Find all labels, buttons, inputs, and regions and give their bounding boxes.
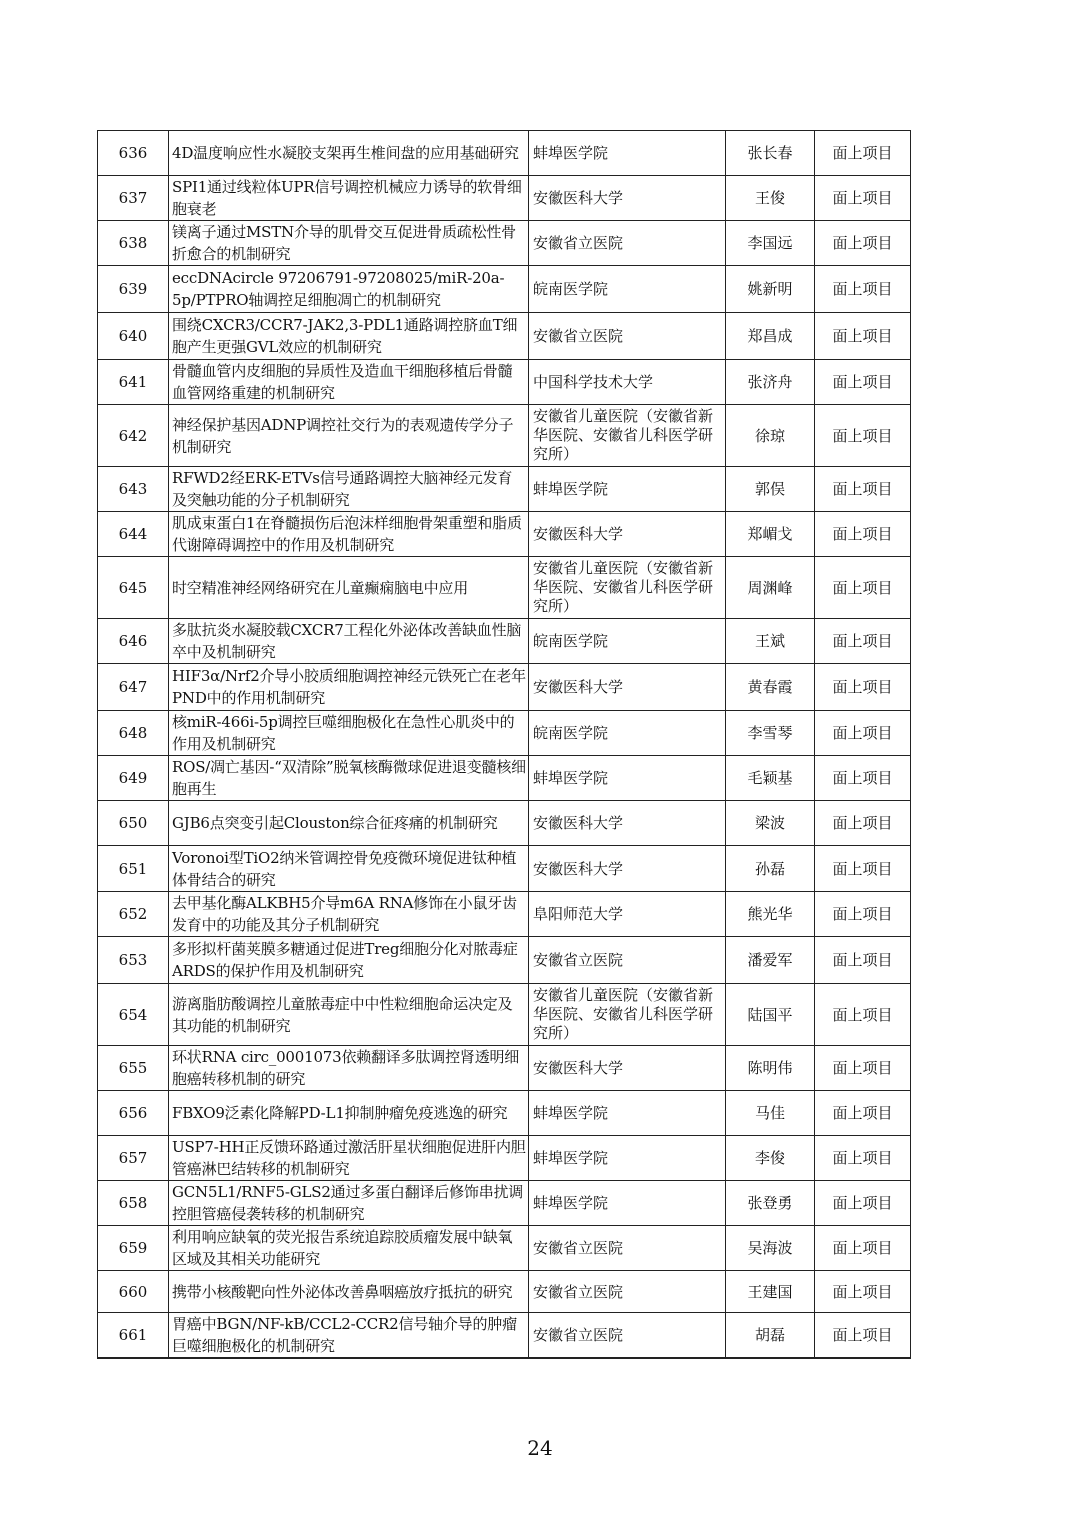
project-category-cell: 面上项目 (815, 664, 911, 711)
project-title-cell: 时空精准神经网络研究在儿童癫痫脑电中应用 (169, 557, 529, 619)
institution-cell: 蚌埠医学院 (529, 1091, 726, 1136)
principal-investigator-cell: 梁波 (726, 801, 815, 846)
project-number-cell: 643 (98, 467, 169, 512)
table-row (98, 1313, 911, 1359)
project-number-cell: 649 (98, 756, 169, 801)
project-number-cell: 654 (98, 984, 169, 1046)
institution-cell: 安徽医科大学 (529, 801, 726, 846)
project-category-cell: 面上项目 (815, 221, 911, 266)
project-title-cell: RFWD2经ERK-ETVs信号通路调控大脑神经元发育及突触功能的分子机制研究 (169, 467, 529, 512)
project-category-cell: 面上项目 (815, 801, 911, 846)
institution-cell: 阜阳师范大学 (529, 892, 726, 937)
institution-cell: 蚌埠医学院 (529, 756, 726, 801)
principal-investigator-cell: 郑昌成 (726, 313, 815, 360)
project-number-cell: 653 (98, 937, 169, 984)
table-row (98, 1181, 911, 1226)
table-row (98, 405, 911, 467)
institution-cell: 蚌埠医学院 (529, 1181, 726, 1226)
table-row (98, 176, 911, 221)
project-number-cell: 639 (98, 266, 169, 313)
principal-investigator-cell: 张济舟 (726, 360, 815, 405)
project-number-cell: 646 (98, 619, 169, 664)
institution-cell: 安徽医科大学 (529, 846, 726, 892)
project-title-cell: 环状RNA circ_0001073依赖翻译多肽调控肾透明细胞癌转移机制的研究 (169, 1046, 529, 1091)
project-title-cell: 围绕CXCR3/CCR7-JAK2,3-PDL1通路调控脐血T细胞产生更强GVL效应的机制研究 (169, 313, 529, 360)
project-category-cell: 面上项目 (815, 1313, 911, 1359)
table-row (98, 801, 911, 846)
project-title-cell: 4D温度响应性水凝胶支架再生椎间盘的应用基础研究 (169, 131, 529, 176)
institution-cell: 安徽省儿童医院（安徽省新华医院、安徽省儿科医学研究所） (529, 984, 726, 1046)
project-title-cell: 胃癌中BGN/NF-kB/CCL2-CCR2信号轴介导的肿瘤巨噬细胞极化的机制研究 (169, 1313, 529, 1359)
project-category-cell: 面上项目 (815, 619, 911, 664)
project-category-cell: 面上项目 (815, 892, 911, 937)
project-category-cell: 面上项目 (815, 467, 911, 512)
project-title-cell: USP7-HH正反馈环路通过激活肝星状细胞促进肝内胆管癌淋巴结转移的机制研究 (169, 1136, 529, 1181)
project-title-cell: 肌成束蛋白1在脊髓损伤后泡沫样细胞骨架重塑和脂质代谢障碍调控中的作用及机制研究 (169, 512, 529, 557)
project-number-cell: 651 (98, 846, 169, 892)
project-category-cell: 面上项目 (815, 1226, 911, 1271)
principal-investigator-cell: 熊光华 (726, 892, 815, 937)
project-title-cell: HIF3α/Nrf2介导小胶质细胞调控神经元铁死亡在老年PND中的作用机制研究 (169, 664, 529, 711)
project-number-cell: 640 (98, 313, 169, 360)
project-category-cell: 面上项目 (815, 313, 911, 360)
principal-investigator-cell: 胡磊 (726, 1313, 815, 1359)
institution-cell: 安徽医科大学 (529, 664, 726, 711)
project-title-cell: eccDNAcircle 97206791-97208025/miR-20a-5p/PTPRO轴调控足细胞凋亡的机制研究 (169, 266, 529, 313)
project-title-cell: GCN5L1/RNF5-GLS2通过多蛋白翻译后修饰串扰调控胆管癌侵袭转移的机制研究 (169, 1181, 529, 1226)
project-number-cell: 636 (98, 131, 169, 176)
project-number-cell: 645 (98, 557, 169, 619)
institution-cell: 中国科学技术大学 (529, 360, 726, 405)
project-number-cell: 642 (98, 405, 169, 467)
project-title-cell: 多肽抗炎水凝胶载CXCR7工程化外泌体改善缺血性脑卒中及机制研究 (169, 619, 529, 664)
project-number-cell: 637 (98, 176, 169, 221)
institution-cell: 安徽省儿童医院（安徽省新华医院、安徽省儿科医学研究所） (529, 557, 726, 619)
project-category-cell: 面上项目 (815, 1181, 911, 1226)
principal-investigator-cell: 郭俣 (726, 467, 815, 512)
project-category-cell: 面上项目 (815, 756, 911, 801)
project-title-cell: FBXO9泛素化降解PD-L1抑制肿瘤免疫逃逸的研究 (169, 1091, 529, 1136)
project-number-cell: 656 (98, 1091, 169, 1136)
principal-investigator-cell: 张登勇 (726, 1181, 815, 1226)
principal-investigator-cell: 王俊 (726, 176, 815, 221)
project-category-cell: 面上项目 (815, 176, 911, 221)
project-number-cell: 652 (98, 892, 169, 937)
institution-cell: 安徽省立医院 (529, 937, 726, 984)
principal-investigator-cell: 郑嵋戈 (726, 512, 815, 557)
project-category-cell: 面上项目 (815, 266, 911, 313)
institution-cell: 安徽医科大学 (529, 1046, 726, 1091)
table-row (98, 221, 911, 266)
principal-investigator-cell: 马佳 (726, 1091, 815, 1136)
table-body (98, 131, 911, 1359)
project-title-cell: 镁离子通过MSTN介导的肌骨交互促进骨质疏松性骨折愈合的机制研究 (169, 221, 529, 266)
project-category-cell: 面上项目 (815, 711, 911, 756)
institution-cell: 皖南医学院 (529, 619, 726, 664)
institution-cell: 安徽省立医院 (529, 1226, 726, 1271)
principal-investigator-cell: 陆国平 (726, 984, 815, 1046)
table-row (98, 1091, 911, 1136)
project-category-cell: 面上项目 (815, 557, 911, 619)
table-row (98, 664, 911, 711)
institution-cell: 蚌埠医学院 (529, 1136, 726, 1181)
project-category-cell: 面上项目 (815, 846, 911, 892)
project-category-cell: 面上项目 (815, 512, 911, 557)
project-table (97, 130, 911, 1359)
project-category-cell: 面上项目 (815, 1271, 911, 1313)
institution-cell: 安徽省立医院 (529, 313, 726, 360)
institution-cell: 安徽省立医院 (529, 221, 726, 266)
project-number-cell: 661 (98, 1313, 169, 1359)
institution-cell: 安徽省儿童医院（安徽省新华医院、安徽省儿科医学研究所） (529, 405, 726, 467)
table-row (98, 984, 911, 1046)
principal-investigator-cell: 姚新明 (726, 266, 815, 313)
table-row (98, 1046, 911, 1091)
institution-cell: 安徽省立医院 (529, 1271, 726, 1313)
table-row (98, 756, 911, 801)
project-title-cell: 利用响应缺氧的荧光报告系统追踪胶质瘤发展中缺氧区域及其相关功能研究 (169, 1226, 529, 1271)
table-row (98, 512, 911, 557)
project-category-cell: 面上项目 (815, 405, 911, 467)
principal-investigator-cell: 潘爱军 (726, 937, 815, 984)
project-title-cell: 核miR-466i-5p调控巨噬细胞极化在急性心肌炎中的作用及机制研究 (169, 711, 529, 756)
table-row (98, 313, 911, 360)
table-row (98, 711, 911, 756)
principal-investigator-cell: 李雪琴 (726, 711, 815, 756)
institution-cell: 皖南医学院 (529, 711, 726, 756)
project-number-cell: 644 (98, 512, 169, 557)
project-category-cell: 面上项目 (815, 1091, 911, 1136)
project-number-cell: 659 (98, 1226, 169, 1271)
principal-investigator-cell: 徐琼 (726, 405, 815, 467)
project-number-cell: 655 (98, 1046, 169, 1091)
project-number-cell: 648 (98, 711, 169, 756)
project-category-cell: 面上项目 (815, 937, 911, 984)
table-row (98, 266, 911, 313)
project-title-cell: 神经保护基因ADNP调控社交行为的表观遗传学分子机制研究 (169, 405, 529, 467)
principal-investigator-cell: 周渊峰 (726, 557, 815, 619)
project-number-cell: 638 (98, 221, 169, 266)
project-title-cell: 骨髓血管内皮细胞的异质性及造血干细胞移植后骨髓血管网络重建的机制研究 (169, 360, 529, 405)
institution-cell: 皖南医学院 (529, 266, 726, 313)
project-category-cell: 面上项目 (815, 1136, 911, 1181)
table-row (98, 360, 911, 405)
project-number-cell: 650 (98, 801, 169, 846)
principal-investigator-cell: 吴海波 (726, 1226, 815, 1271)
project-number-cell: 647 (98, 664, 169, 711)
project-title-cell: Voronoi型TiO2纳米管调控骨免疫微环境促进钛种植体骨结合的研究 (169, 846, 529, 892)
table-row (98, 467, 911, 512)
table-row (98, 1136, 911, 1181)
table-row (98, 1271, 911, 1313)
table-row (98, 846, 911, 892)
project-title-cell: 携带小核酸靶向性外泌体改善鼻咽癌放疗抵抗的研究 (169, 1271, 529, 1313)
table-row (98, 937, 911, 984)
principal-investigator-cell: 孙磊 (726, 846, 815, 892)
institution-cell: 安徽医科大学 (529, 176, 726, 221)
page-number: 24 (527, 1436, 553, 1460)
principal-investigator-cell: 李俊 (726, 1136, 815, 1181)
principal-investigator-cell: 李国远 (726, 221, 815, 266)
institution-cell: 安徽省立医院 (529, 1313, 726, 1359)
table-row (98, 557, 911, 619)
project-title-cell: 去甲基化酶ALKBH5介导m6A RNA修饰在小鼠牙齿发育中的功能及其分子机制研究 (169, 892, 529, 937)
principal-investigator-cell: 毛颖基 (726, 756, 815, 801)
table-row (98, 619, 911, 664)
principal-investigator-cell: 黄春霞 (726, 664, 815, 711)
project-title-cell: 游离脂肪酸调控儿童脓毒症中中性粒细胞命运决定及其功能的机制研究 (169, 984, 529, 1046)
project-number-cell: 658 (98, 1181, 169, 1226)
project-title-cell: 多形拟杆菌荚膜多糖通过促进Treg细胞分化对脓毒症ARDS的保护作用及机制研究 (169, 937, 529, 984)
table-row (98, 131, 911, 176)
principal-investigator-cell: 王斌 (726, 619, 815, 664)
project-number-cell: 641 (98, 360, 169, 405)
table-row (98, 1226, 911, 1271)
project-category-cell: 面上项目 (815, 131, 911, 176)
institution-cell: 蚌埠医学院 (529, 131, 726, 176)
project-category-cell: 面上项目 (815, 360, 911, 405)
project-category-cell: 面上项目 (815, 1046, 911, 1091)
principal-investigator-cell: 陈明伟 (726, 1046, 815, 1091)
project-title-cell: SPI1通过线粒体UPR信号调控机械应力诱导的软骨细胞衰老 (169, 176, 529, 221)
principal-investigator-cell: 张长春 (726, 131, 815, 176)
project-category-cell: 面上项目 (815, 984, 911, 1046)
table-row (98, 892, 911, 937)
institution-cell: 蚌埠医学院 (529, 467, 726, 512)
project-title-cell: GJB6点突变引起Clouston综合征疼痛的机制研究 (169, 801, 529, 846)
project-number-cell: 657 (98, 1136, 169, 1181)
project-number-cell: 660 (98, 1271, 169, 1313)
institution-cell: 安徽医科大学 (529, 512, 726, 557)
project-title-cell: ROS/凋亡基因-“双清除”脱氧核酶微球促进退变髓核细胞再生 (169, 756, 529, 801)
principal-investigator-cell: 王建国 (726, 1271, 815, 1313)
